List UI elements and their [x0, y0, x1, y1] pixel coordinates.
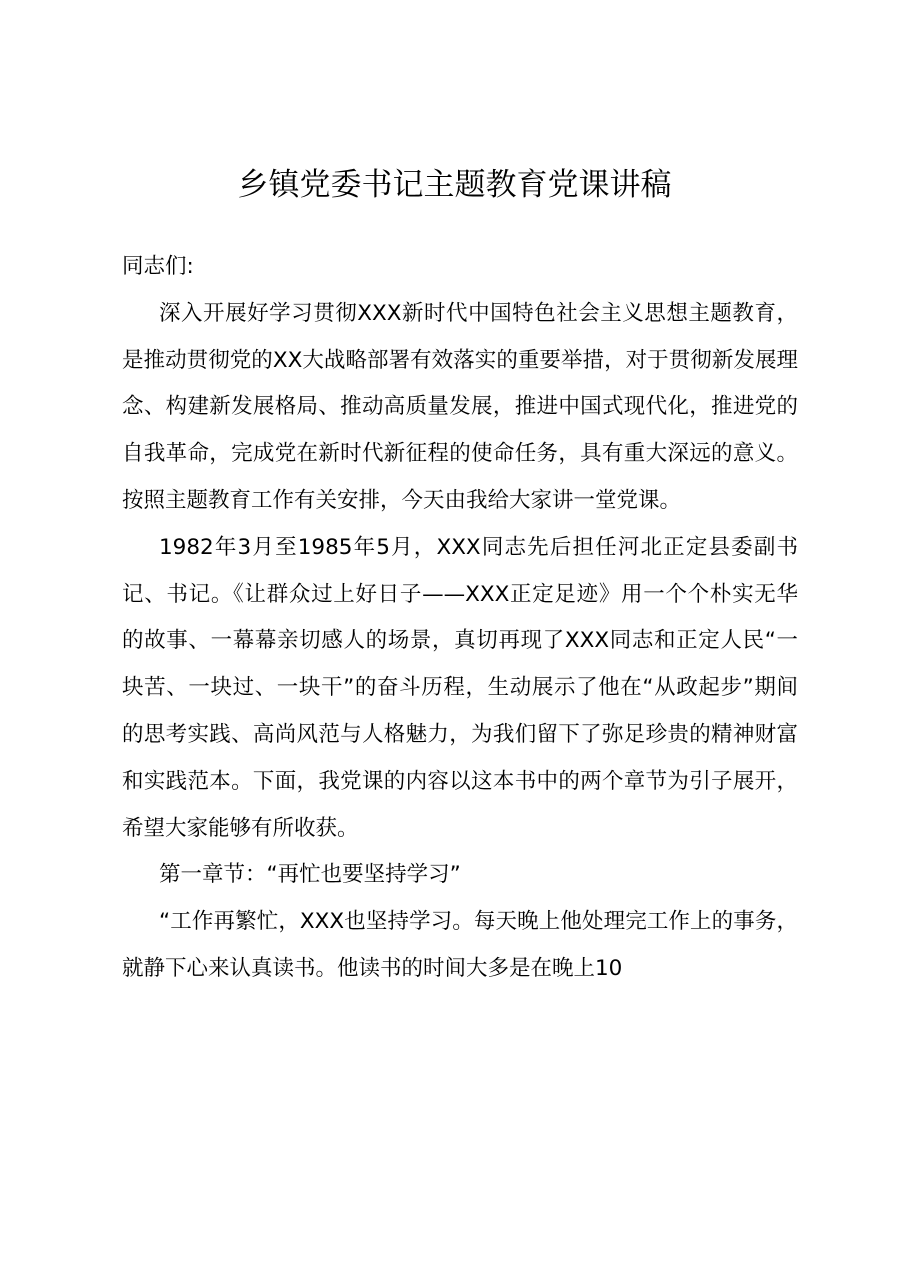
document-title: 乡镇党委书记主题教育党课讲稿: [237, 167, 672, 203]
paragraph-chapter-one: “工作再繁忙，XXX也坚持学习。每天晚上他处理完工作上的事务，就静下心来认真读书。他读书的时间大多是在晚上10: [122, 909, 798, 981]
greeting: 同志们:: [122, 254, 194, 279]
chapter-heading: 第一章节：“再忙也要坚持学习”: [159, 862, 461, 888]
document-body: [122, 244, 798, 993]
paragraph-intro: 深入开展好学习贯彻XXX新时代中国特色社会主义思想主题教育，是推动贯彻党的XX大战略部署有效落实的重要举措，对于贯彻新发展理念、构建新发展格局、推动高质量发展，推进中国式现代化，推进党的自我革命，完成党在新时代新征程的使命任务，具有重大深远的意义。按照主题教育工作有关安排，今天由我给大家讲一堂党课。: [122, 300, 798, 513]
paragraph-background: 1982年3月至1985年5月，XXX同志先后担任河北正定县委副书记、书记。《让群众过上好日子——XXX正定足迹》用一个个朴实无华的故事、一幕幕亲切感人的场景，真切再现了XXX同志和正定人民“一块苦、一块过、一块干”的奋斗历程，生动展示了他在“从政起步”期间的思考实践、高尚风范与人格魅力，为我们留下了弥足珍贵的精神财富和实践范本。下面，我党课的内容以这本书中的两个章节为引子展开，希望大家能够有所收获。: [122, 534, 798, 841]
